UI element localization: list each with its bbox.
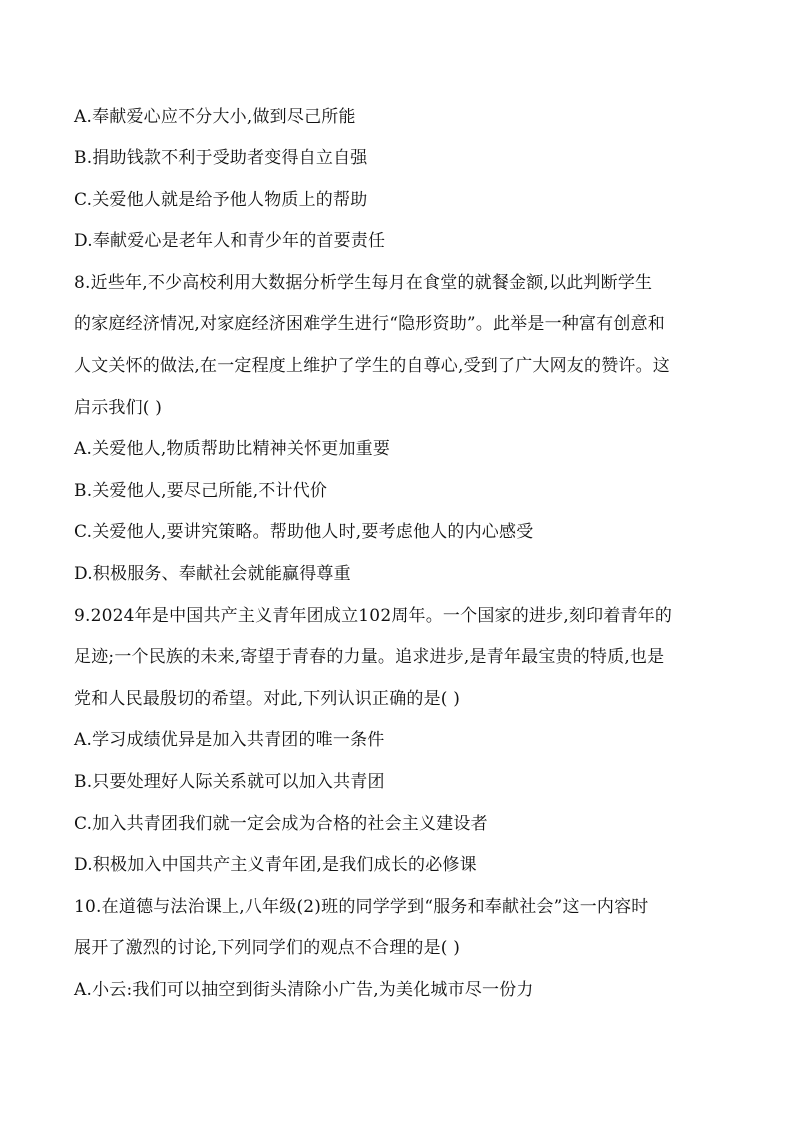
q10-option-a: A.小云:我们可以抽空到街头清除小广告,为美化城市尽一份力 — [74, 980, 534, 1000]
q7-option-c: C.关爱他人就是给予他人物质上的帮助 — [74, 190, 368, 210]
q8-stem-line-4: 启示我们( ) — [74, 398, 163, 418]
q9-option-a: A.学习成绩优异是加入共青团的唯一条件 — [74, 730, 385, 750]
q8-stem-line-1: 8.近些年,不少高校利用大数据分析学生每月在食堂的就餐金额,以此判断学生 — [74, 273, 653, 293]
q9-stem-line-2: 足迹;一个民族的未来,寄望于青春的力量。追求进步,是青年最宝贵的特质,也是 — [74, 647, 665, 667]
q7-option-b: B.捐助钱款不利于受助者变得自立自强 — [74, 148, 368, 168]
q8-option-b: B.关爱他人,要尽己所能,不计代价 — [74, 481, 328, 501]
q9-option-c: C.加入共青团我们就一定会成为合格的社会主义建设者 — [74, 814, 488, 834]
q9-option-d: D.积极加入中国共产主义青年团,是我们成长的必修课 — [74, 855, 477, 875]
q7-option-d: D.奉献爱心是老年人和青少年的首要责任 — [74, 231, 386, 251]
q8-stem-line-2: 的家庭经济情况,对家庭经济困难学生进行“隐形资助”。此举是一种富有创意和 — [74, 314, 665, 334]
q8-option-c: C.关爱他人,要讲究策略。帮助他人时,要考虑他人的内心感受 — [74, 522, 534, 542]
q9-option-b: B.只要处理好人际关系就可以加入共青团 — [74, 772, 385, 792]
q8-stem-line-3: 人文关怀的做法,在一定程度上维护了学生的自尊心,受到了广大网友的赞许。这 — [74, 356, 671, 376]
q10-stem-line-1: 10.在道德与法治课上,八年级(2)班的同学学到“服务和奉献社会”这一内容时 — [74, 897, 649, 917]
q7-option-a: A.奉献爱心应不分大小,做到尽己所能 — [74, 107, 356, 127]
q8-option-d: D.积极服务、奉献社会就能赢得尊重 — [74, 564, 351, 584]
q9-stem-line-3: 党和人民最殷切的希望。对此,下列认识正确的是( ) — [74, 689, 461, 709]
q10-stem-line-2: 展开了激烈的讨论,下列同学们的观点不合理的是( ) — [74, 938, 461, 958]
q8-option-a: A.关爱他人,物质帮助比精神关怀更加重要 — [74, 439, 391, 459]
q9-stem-line-1: 9.2024年是中国共产主义青年团成立102周年。一个国家的进步,刻印着青年的 — [74, 606, 673, 626]
